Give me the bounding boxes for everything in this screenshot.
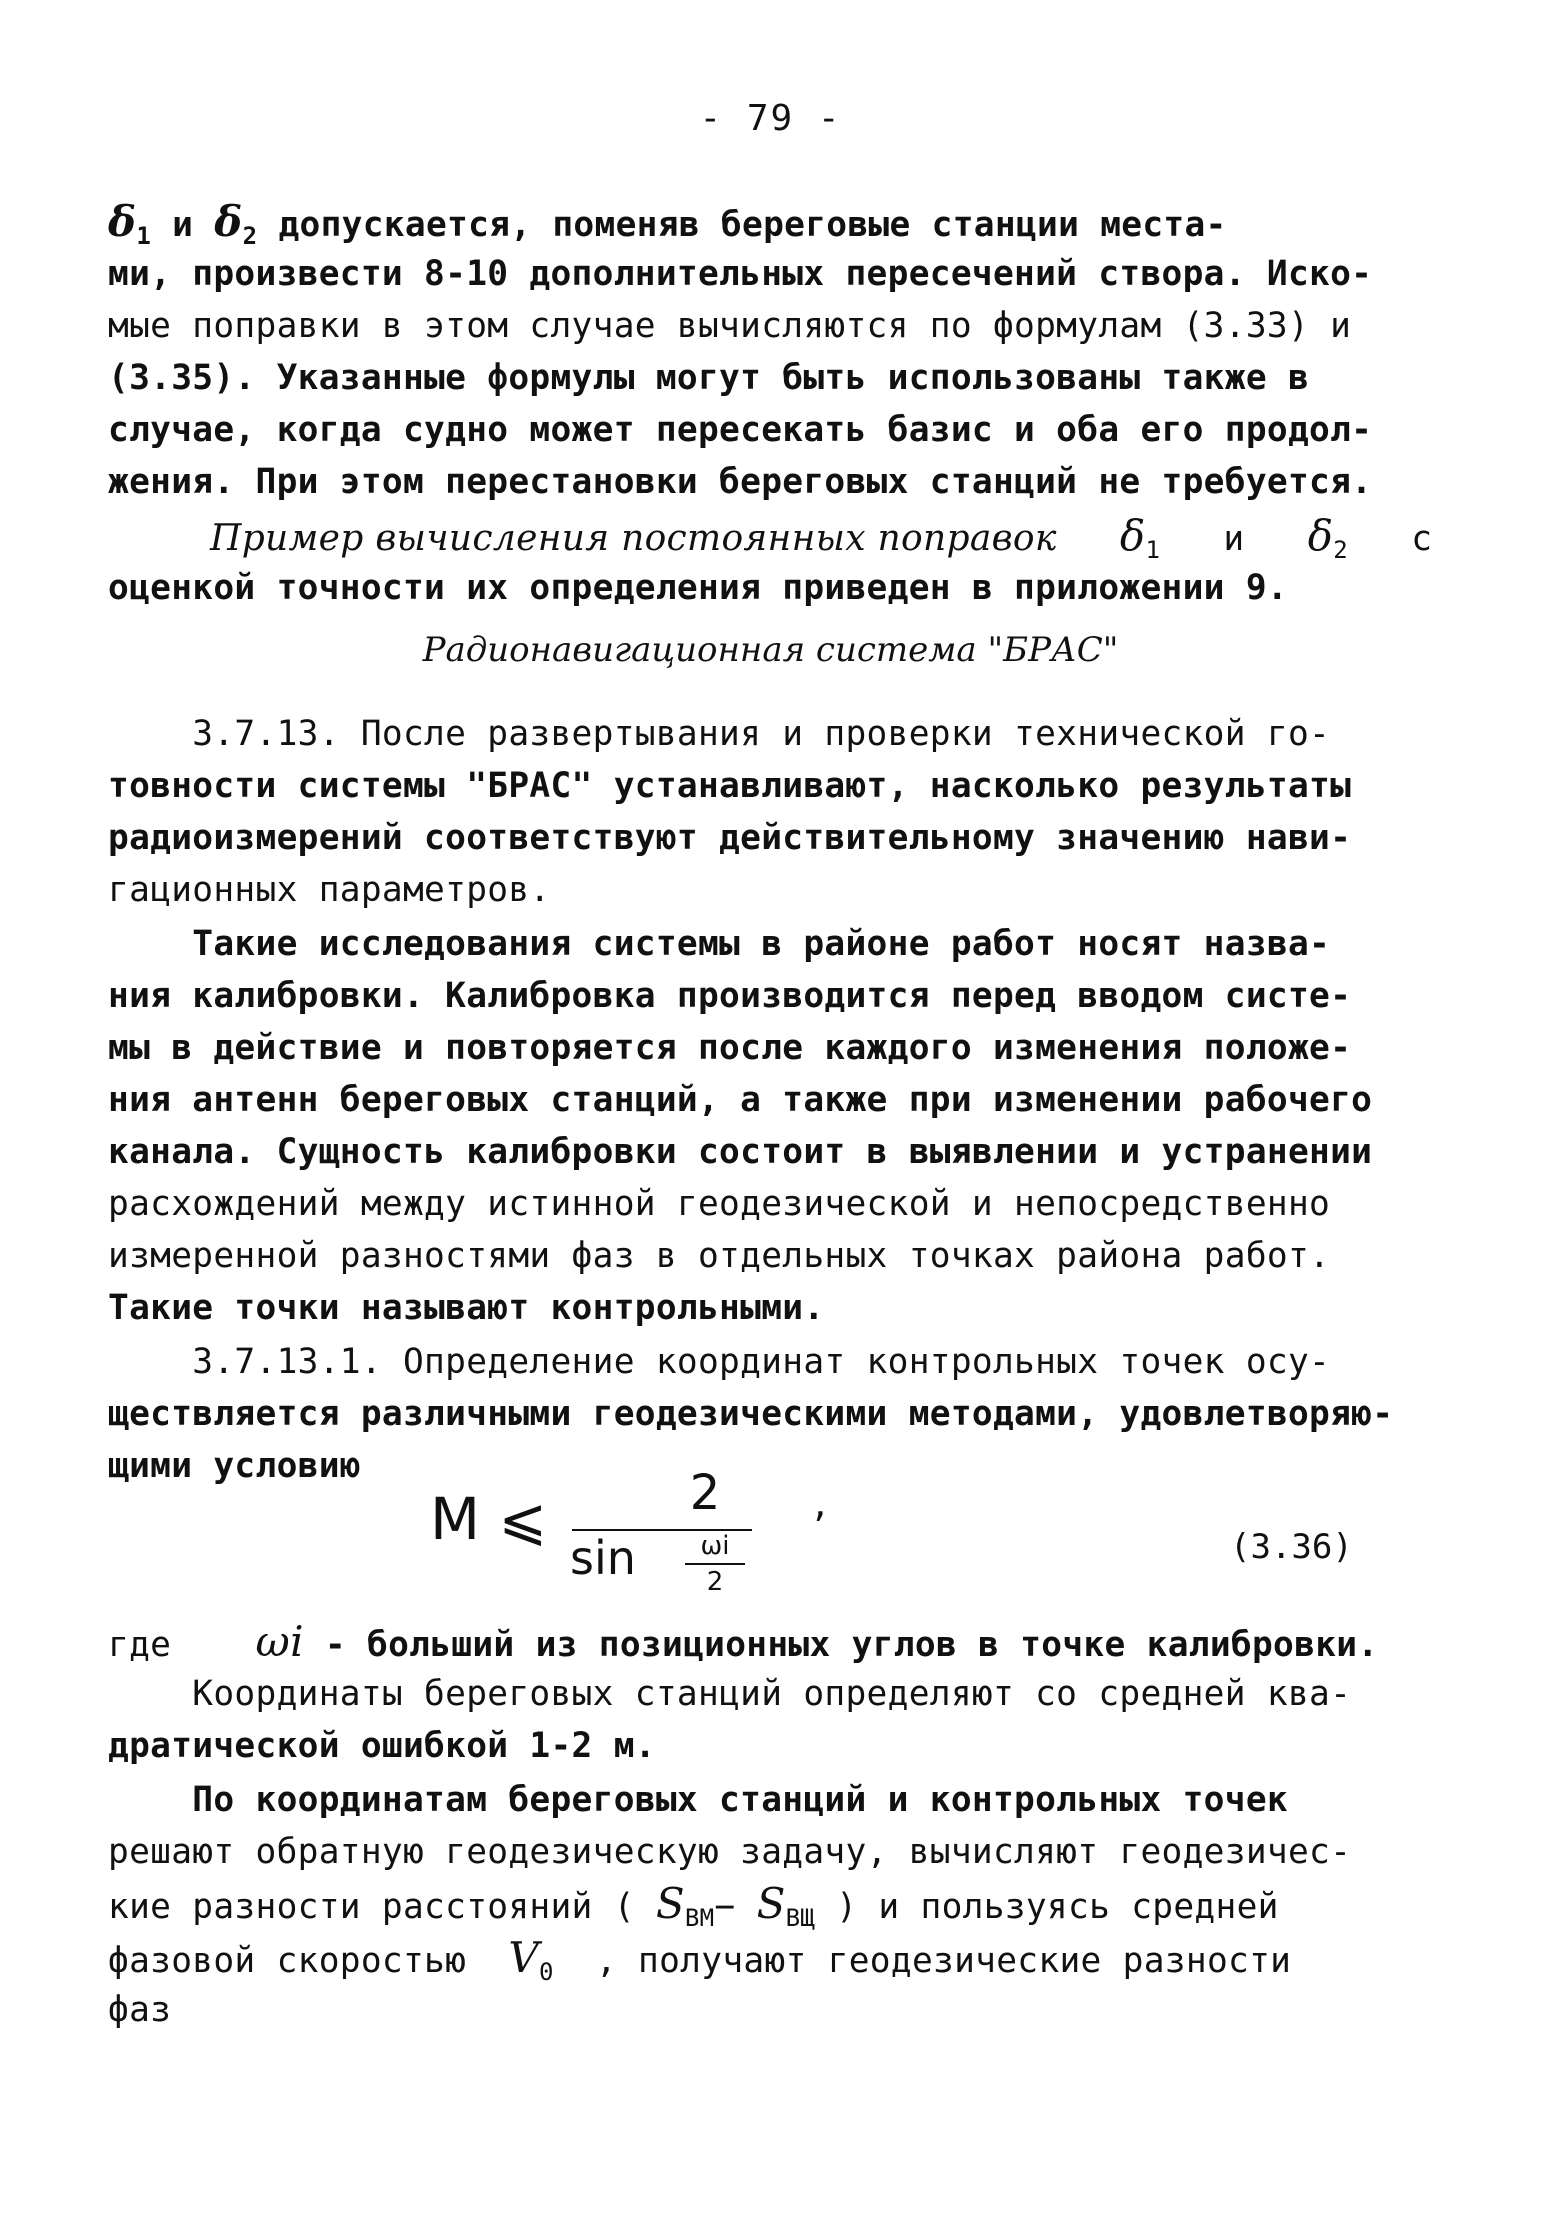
text-line: (3.35). Указанные формулы могут быть использованы также в xyxy=(108,358,1310,398)
text-fragment: − xyxy=(714,1887,757,1927)
text-line: случае, когда судно может пересекать базис и оба его продол- xyxy=(108,410,1373,450)
text-line: мые поправки в этом случае вычисляются по формулам (3.33) и xyxy=(108,306,1352,346)
text-fragment: допускается, поменяв береговые станции места- xyxy=(257,205,1227,245)
sin-function: sin xyxy=(570,1531,636,1585)
delta-symbol: δ xyxy=(108,197,137,246)
formula-lhs: M ⩽ xyxy=(430,1485,548,1553)
equation-number: (3.36) xyxy=(1230,1527,1353,1567)
inner-fraction xyxy=(685,1531,745,1597)
delta-symbol: δ xyxy=(1307,511,1334,560)
text-line: дратической ошибкой 1-2 м. xyxy=(108,1726,656,1766)
s-symbol: S xyxy=(655,1879,685,1928)
text-line: По координатам береговых станций и контрольных точек xyxy=(108,1780,1288,1820)
text-line: Такие точки называют контрольными. xyxy=(108,1288,825,1328)
formula-comma: , xyxy=(810,1485,831,1525)
text-line: 3.7.13.1. Определение координат контрольных точек осу- xyxy=(108,1342,1331,1382)
omega-symbol: ωi xyxy=(255,1617,304,1666)
subscript: 0 xyxy=(539,1957,554,1986)
v-symbol: V xyxy=(508,1933,539,1982)
text-line: товности системы "БРАС" устанавливают, насколько результаты xyxy=(108,766,1352,806)
subscript: ВМ xyxy=(684,1903,715,1932)
text-fragment: , получают геодезические разности xyxy=(553,1941,1292,1981)
text-line: ществляется различными геодезическими методами, удовлетворяю- xyxy=(108,1394,1394,1434)
section-heading: Радионавигационная система "БРАС" xyxy=(422,630,1119,670)
text-fragment: и xyxy=(1223,519,1245,559)
formula-denominator xyxy=(570,1531,730,1597)
text-line: расхождений между истинной геодезической и непосредственно xyxy=(108,1184,1331,1224)
text-fragment: фазовой скоростью xyxy=(108,1941,509,1981)
text-fragment: с xyxy=(1411,519,1433,559)
text-line: ния калибровки. Калибровка производится перед вводом систе- xyxy=(108,976,1352,1016)
delta-symbol: δ xyxy=(214,197,243,246)
text-line: фаз xyxy=(108,1990,172,2030)
subscript: 1 xyxy=(136,221,152,250)
text-line: ми, произвести 8-10 дополнительных пересечений створа. Иско- xyxy=(108,254,1373,294)
text-line: оценкой точности их определения приведен в приложении 9. xyxy=(108,568,1288,608)
text-fragment: кие разности расстояний ( xyxy=(108,1887,656,1927)
text-line: решают обратную геодезическую задачу, вычисляют геодезичес- xyxy=(108,1832,1352,1872)
subscript: 1 xyxy=(1145,535,1161,564)
text-line xyxy=(108,1616,1408,1671)
subscript: ВЩ xyxy=(785,1903,816,1932)
text-line: Координаты береговых станций определяют со средней ква- xyxy=(108,1674,1352,1714)
text-line: гационных параметров. xyxy=(108,870,551,910)
text-fragment: где xyxy=(108,1625,172,1665)
text-line: радиоизмерений соответствуют действительному значению нави- xyxy=(108,818,1352,858)
subscript: 2 xyxy=(242,221,258,250)
page-number: - 79 - xyxy=(699,98,842,139)
s-symbol: S xyxy=(756,1879,786,1928)
inner-numerator: ωi xyxy=(700,1531,730,1561)
text-line: канала. Сущность калибровки состоит в выявлении и устранении xyxy=(108,1132,1373,1172)
text-line: Такие исследования системы в районе работ носят назва- xyxy=(108,924,1331,964)
formula-numerator: 2 xyxy=(689,1465,721,1521)
text-line: ния антенн береговых станций, а также при изменении рабочего xyxy=(108,1080,1373,1120)
formula-3-36 xyxy=(430,1465,1130,1595)
text-line: измеренной разностями фаз в отдельных точках района работ. xyxy=(108,1236,1331,1276)
inner-fraction-bar xyxy=(685,1563,745,1565)
text-line: мы в действие и повторяется после каждого изменения положе- xyxy=(108,1028,1352,1068)
delta-symbol: δ xyxy=(1119,511,1146,560)
text-line: 3.7.13. После развертывания и проверки технической го- xyxy=(108,714,1331,754)
text-fragment: - больший из позиционных углов в точке калибровки. xyxy=(303,1625,1379,1665)
subscript: 2 xyxy=(1333,535,1349,564)
inner-denominator: 2 xyxy=(706,1567,724,1597)
text-fragment: Пример вычисления постоянных поправок xyxy=(210,518,1057,559)
text-fragment: и xyxy=(151,205,215,245)
text-line: щими условию xyxy=(108,1446,361,1486)
text-fragment: ) и пользуясь средней xyxy=(815,1887,1279,1927)
text-line: жения. При этом перестановки береговых станций не требуется. xyxy=(108,462,1373,502)
